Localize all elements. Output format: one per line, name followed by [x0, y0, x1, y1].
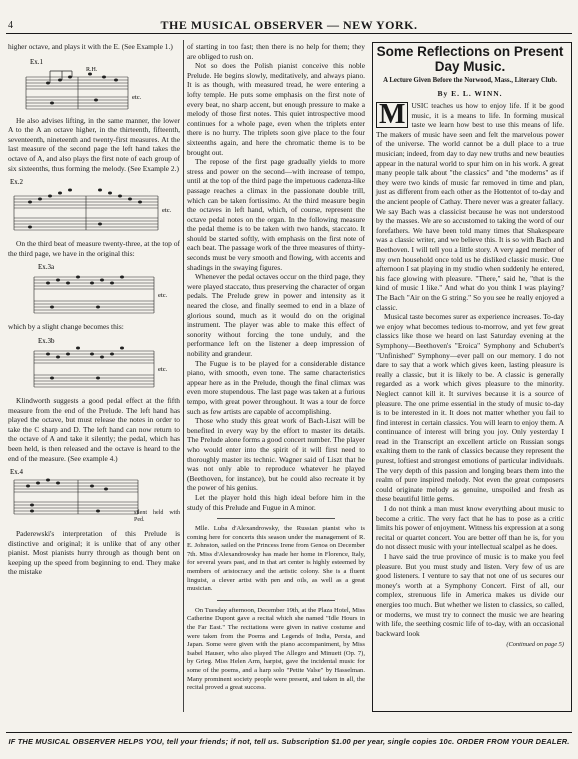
paragraph-text: USIC teaches us how to enjoy life. If it be good music, it is a means to life. In forming musical taste we learn how best to use this means of life. The makers of music have seen and felt the marvelous power of the universe. The world cannot be a dull place to a true musician; indeed, from day to day new truths and new beauties appear in the natural world to spur him on in his work. A great many people talk about "the classics" and "the moderns" as if they were two kinds of music far removed in time and plan, just as different from each other as the Hottentot of to-day and the ancient people of Cathay. There never was a greater fallacy. We say Bach was a classicist because he was not understood by the masses. We are so accustomed to taking the word of our forefathers. We have been told many times that Shakespeare was a classic writer, and we believe this. It is so with Bach and Beethoven. I will tell you a little story. A very aged member of my own household once told us he disliked classic music. One afternoon I sat playing in my studio when suddenly he entered, his face glowing with pleasure. "There," said he, "that is the kind of music I like." And what do you think I was playing? The Bach "Air on the G string." So you see he really enjoyed a classic. — [376, 101, 564, 312]
article-subtitle: A Lecture Given Before the Norwood, Mass., Literary Club. — [383, 77, 557, 84]
paragraph: which by a slight change becomes this: — [8, 322, 124, 332]
paragraph: Let the player hold this high ideal before him in the study of this Prelude and Fugue in A minor. — [187, 492, 365, 512]
example-label: Ex.1 — [30, 57, 44, 66]
music-example-4 — [8, 466, 180, 526]
staff-notation — [8, 335, 180, 393]
paragraph: higher octave, and plays it with the E. (See Example 1.) — [8, 42, 173, 51]
page-number: 4 — [8, 20, 13, 31]
music-example-1 — [8, 55, 180, 113]
staff-notation — [8, 55, 180, 113]
section-separator — [217, 600, 335, 601]
drop-cap: M — [376, 102, 408, 128]
paragraph: The Fugue is to be played for a considerable distance piano, with smooth, even tone. The same characteristics appear here as in the Prelude, though the final climax was even more stupendous. The last page was taken at a furious tempo, with great power throughout. It was a tour de force such as few artists are capable of accomplishing. — [187, 358, 365, 416]
music-example-3b — [8, 335, 180, 393]
article-paragraph: I do not think a man must know everything about music to become a critic. The very fact that he has to pose as a critic limits his power of enjoyment. Witness his expression at a song recital or quartet concert. You are better off than he is, for you do not dissect music with your intellectual scalpel as he does. — [376, 504, 564, 552]
staff-notation — [8, 261, 180, 319]
example-pedal-note: silent held with Ped. — [134, 510, 180, 524]
example-label: Ex.2 — [10, 178, 24, 187]
staff-notation — [8, 176, 180, 236]
note-text: Mlle. Luba d'Alexandrowsky, the Russian pianist who is coming here for concerts this season under the management of R. E. Johnston, sailed on the Princess Irene from Genoa on December 7th. Miss d'Alexandrowsky has made her home in Florence, Italy, for several years past, and in that art center is highly esteemed by members of aristocracy and the artistic colony. She is a fluent linguist, a clever artist with pen and oils, as well as a great musician. — [187, 525, 365, 593]
column-divider — [183, 40, 184, 712]
continued-note: (Continued on page 5) — [506, 641, 564, 649]
masthead-title: THE MUSICAL OBSERVER — NEW YORK. — [160, 18, 418, 32]
paragraph: Not so does the Polish pianist conceive this noble Prelude. He begins slowly, meditatively, and always piano. It is as though, with measured tread, he were entering a lofty temple. He puts some emphasis on the first note of every beat, no sharp accent, but enough pressure to make a melody of those first notes. This quiet introspective mood continues for a whole page, even when the triplets enter there is no hurry. The triplets soon give place to the four sixteenths again, and here the chromatic theme is to be brought out. — [187, 61, 365, 157]
example-etc: etc. — [162, 207, 172, 215]
article-paragraph: I have said the true province of music is to make you feel pleasure. But you must study and listen. Very few of us are good listeners. I venture to say that not one of us secures our money's worth at a Symphony Concert. First of all, our complex, strenuous life in America makes us divide our energies too much. But whether we listen to classics, so called, or moderns, we must try to connect the music we are hearing with life, the seething cosmic life of to-day, with an occasional backward look — [376, 552, 564, 638]
example-label: Ex.3b — [38, 336, 55, 345]
paragraph: Those who study this great work of Bach-Liszt will be benefited in every way by the effort to master its details. The Prelude alone forms a good concert number. The player who would enter into the spirit of it will first need to thoroughly master its technic. Wagner said of Liszt that he was not only able to reproduce whatever he played (Beethoven, for instance), but he could also recreate it by the power of his genius. — [187, 416, 365, 493]
news-note-dupont — [187, 607, 365, 693]
paragraph: Whenever the pedal octaves occur on the third page, they were played staccato, thus preserving the character of organ pedals. The Prelude grew in power and intensity as it neared the close, and finally seemed to end in a blaze of glorious sound, much as it would do on the original instrument. The player was able to make this effect of sonority without forcing the tone unduly, and the performance left on the listener a deep impression of nobility and grandeur. — [187, 272, 365, 358]
example-etc: etc. — [158, 292, 168, 300]
paragraph: The repose of the first page gradually yields to more stress and power on the second—with increase of tempo, until at the top of the third page the impetuous cadenza-like passage reaches a climax in the passionate double trill, which can be taken fortissimo. At the third measure begin the octaves in left hand, which, of course, represent the octave pedal notes on the organ. In the following measure the pedal theme is to be taken with two hands, staccato. It should be started softly, with emphasis on the first note of each beat. The passage work of the three measures of thirty-seconds must be very smooth and flowing, with accents and shadings in the swaying figures. — [187, 157, 365, 272]
example-etc: etc. — [158, 365, 168, 373]
news-note-alexandrowsky — [187, 525, 365, 594]
section-separator — [217, 518, 335, 519]
paragraph: of starting in too fast; then there is no help for them; they are obliged to rush on. — [187, 42, 365, 61]
column-right-article — [376, 42, 564, 712]
example-rh-label: R.H. — [86, 66, 98, 73]
example-label: Ex.4 — [10, 468, 24, 477]
article-title: Some Reflections on Present Day Music. — [376, 44, 564, 74]
example-etc: etc. — [132, 93, 142, 101]
example-label: Ex.3a — [38, 263, 55, 272]
article-paragraph: Musical taste becomes surer as experience increases. To-day we enjoy what becomes tedious to-morrow, and yet few great classics like those we heard on last Saturday evening at the Symphony—Beethoven's "Eroica" Symphony and Schubert's "Unfinished" Symphony—ever pall on our memory. I do not dare to say that a work which gives keen, lasting pleasure is really a classic, but it is likely to be. A classic is generally regarded as a work which gives pleasure to the minority. Neglect cannot kill it. It survives because it is a source of pleasure. The one prime essential in the study of music to-day is to be interested in it. It does not matter whether you fail to find interest in certain classics. You will learn to enjoy them. A continuance of interest will bring you joy. Only yesterday I read in the Transcript an excellent article on Russian songs exalting them to the rank of classics because they represent the purest, loftiest and strongest emotions of particular individuals. The very depth of this passion and longing bears them into the realm of pure inspired melody. Not even the great composers could originate melody as genuine, unspoiled and fresh as these beautiful little gems. — [376, 312, 564, 504]
column-left — [8, 42, 180, 712]
music-example-3a — [8, 261, 180, 319]
paragraph: On the third beat of measure twenty-three, at the top of the third page, we have in the original this: — [8, 239, 180, 258]
paragraph: Klindworth suggests a good pedal effect at the fifth measure from the end of the Prelude. The left hand has played the octave, but must release the notes in order to take the C sharp and D. The left hand can now return to the octave of A and take it silently; the pedal, which has been held, is then released and the octave is heard to the end of the measure. (See example 4.) — [8, 395, 180, 463]
music-example-2 — [8, 176, 180, 236]
paragraph: Paderewski's interpretation of this Prelude is distinctive and original; it is unlike that of any other pianist. Most pianists hurry through as though bent on keeping up the speed from beginning to end. They make the mistake — [8, 529, 180, 577]
note-text: On Tuesday afternoon, December 19th, at the Plaza Hotel, Miss Catherine Dupont gave a recital which she named "Idle Hours in the Far East." The recitations were given in native costume and were taken from the Poems and Legends of India, Persia, and Japan. Some were given with the piano accompaniment, by Miss Isabel Hauser, who also played The Allegro and Minuett (Op. 7), by Grieg. Miss Helen Arm, harpist, gave the incidental music for some of the poems, and a harp solo "Petite Valse" by Hasselman. Many prominent society people were present, and taken in all, the recital proved a great success. — [187, 606, 365, 692]
column-middle — [187, 42, 365, 712]
article-byline: By E. L. WINN. — [437, 88, 503, 98]
article-paragraph — [376, 101, 564, 312]
paragraph: He also advises lifting, in the same manner, the lower A to the A an octave higher, in the thirteenth, fifteenth, seventeenth, nineteenth and twenty-first measures. At the last measure of the second page the left hand takes the octave of A, and also plays the first note of each group of six sixteenths, thus forming the melody. (See Example 2.) — [8, 115, 180, 173]
page-footer: IF THE MUSICAL OBSERVER HELPS YOU, tell your friends; if not, tell us. Subscription $1.00 per year, single copies 10c. ORDER FROM YOUR DEALER. — [6, 732, 572, 746]
page-header — [6, 18, 572, 34]
